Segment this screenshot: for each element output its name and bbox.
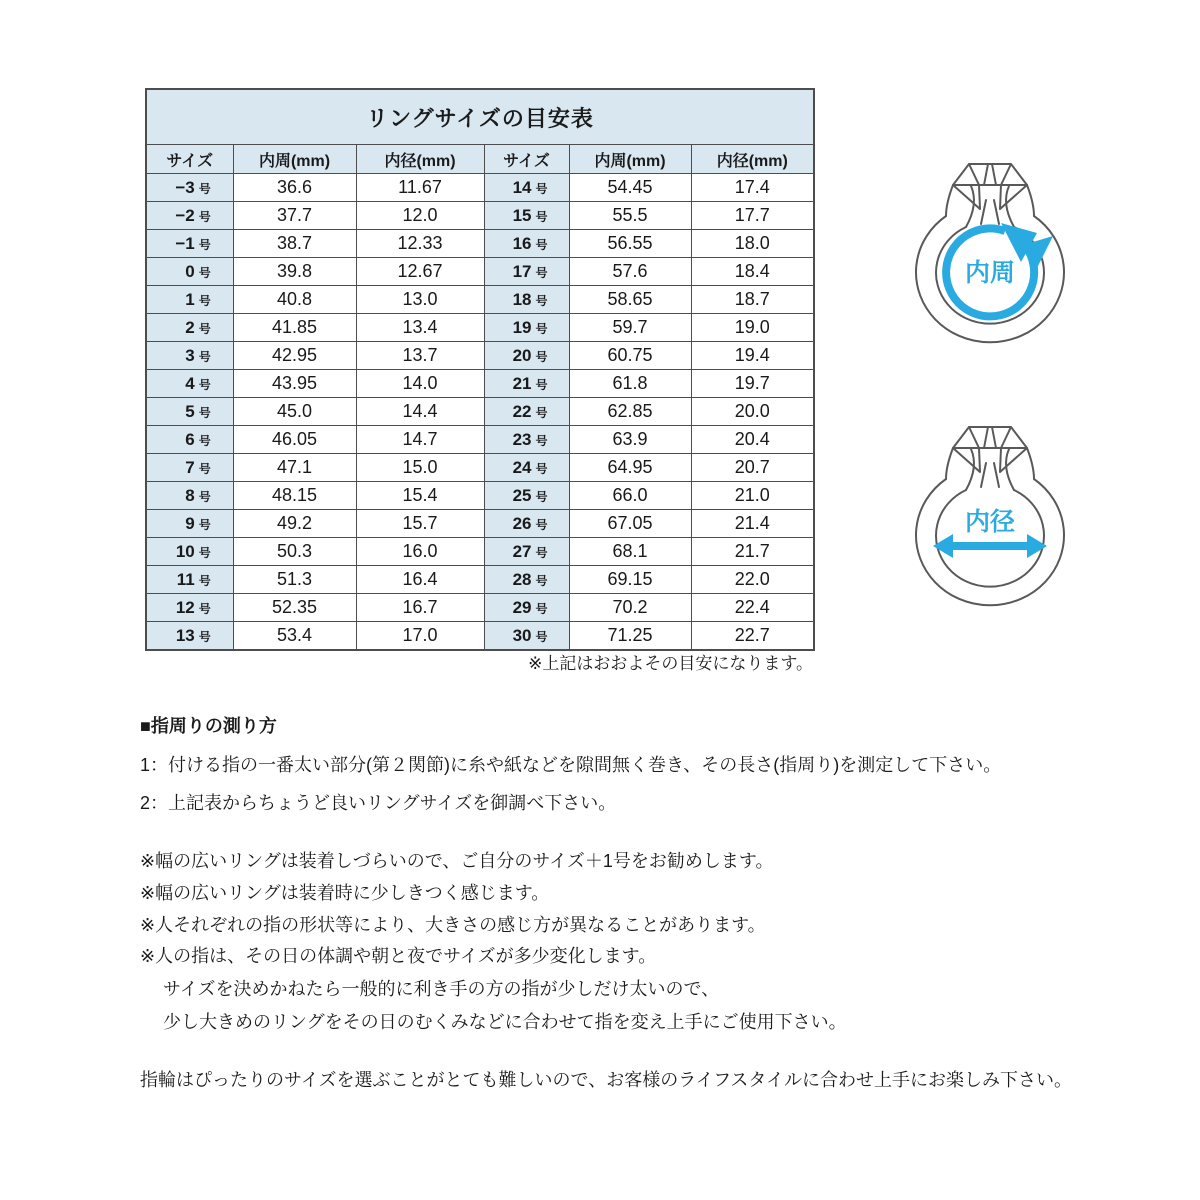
column-header-diameter-left: 内径(mm) [356,145,484,174]
size-cell: −2 号 [146,202,233,230]
diameter-cell: 16.0 [356,538,484,566]
diameter-cell: 20.0 [691,398,814,426]
diameter-cell: 17.0 [356,622,484,651]
circumference-cell: 60.75 [569,342,691,370]
circumference-cell: 63.9 [569,426,691,454]
circumference-cell: 36.6 [233,174,356,202]
circumference-cell: 50.3 [233,538,356,566]
diameter-cell: 19.4 [691,342,814,370]
diameter-cell: 11.67 [356,174,484,202]
diameter-cell: 22.0 [691,566,814,594]
size-cell: 1 号 [146,286,233,314]
table-row [146,482,814,510]
size-cell: 21 号 [484,370,569,398]
circumference-cell: 39.8 [233,258,356,286]
circumference-cell: 62.85 [569,398,691,426]
column-header-circumference-right: 内周(mm) [569,145,691,174]
size-cell: 27 号 [484,538,569,566]
circumference-cell: 49.2 [233,510,356,538]
circumference-cell: 47.1 [233,454,356,482]
size-cell: 3 号 [146,342,233,370]
diameter-cell: 14.0 [356,370,484,398]
column-header-diameter-right: 内径(mm) [691,145,814,174]
circumference-cell: 64.95 [569,454,691,482]
table-row [146,510,814,538]
diameter-cell: 12.67 [356,258,484,286]
ring-circumference-diagram [907,150,1073,365]
size-cell: 22 号 [484,398,569,426]
circumference-cell: 68.1 [569,538,691,566]
column-header-size-left: サイズ [146,145,233,174]
column-header-size-right: サイズ [484,145,569,174]
circumference-cell: 59.7 [569,314,691,342]
circumference-cell: 42.95 [233,342,356,370]
table-row [146,258,814,286]
circumference-cell: 58.65 [569,286,691,314]
diameter-cell: 21.0 [691,482,814,510]
size-cell: 25 号 [484,482,569,510]
size-cell: 16 号 [484,230,569,258]
diameter-cell: 22.4 [691,594,814,622]
size-cell: −3 号 [146,174,233,202]
diameter-cell: 18.4 [691,258,814,286]
diameter-cell: 19.0 [691,314,814,342]
diameter-cell: 22.7 [691,622,814,651]
circumference-cell: 66.0 [569,482,691,510]
ring-size-table [145,88,815,651]
diameter-cell: 12.0 [356,202,484,230]
diameter-cell: 13.0 [356,286,484,314]
diameter-cell: 17.4 [691,174,814,202]
size-cell: 14 号 [484,174,569,202]
size-cell: 2 号 [146,314,233,342]
circumference-cell: 57.6 [569,258,691,286]
usage-note-1: ※幅の広いリングは装着しづらいので、ご自分のサイズ＋1号をお勧めします。 [140,851,774,871]
diamond-icon [953,164,1027,209]
table-header-row [146,145,814,174]
column-header-circumference-left: 内周(mm) [233,145,356,174]
usage-note-indent-2: 少し大きめのリングをその日のむくみなどに合わせて指を変え上手にご使用下さい。 [163,1012,847,1032]
diameter-cell: 14.4 [356,398,484,426]
size-cell: 23 号 [484,426,569,454]
circumference-cell: 52.35 [233,594,356,622]
size-cell: 13 号 [146,622,233,651]
table-title-row [146,89,814,145]
table-row [146,342,814,370]
diameter-cell: 18.0 [691,230,814,258]
table-row [146,286,814,314]
diameter-cell: 20.7 [691,454,814,482]
circumference-cell: 41.85 [233,314,356,342]
ring-size-table-wrap [145,88,815,651]
diameter-cell: 20.4 [691,426,814,454]
diameter-cell: 13.4 [356,314,484,342]
circumference-cell: 45.0 [233,398,356,426]
table-row [146,622,814,651]
measuring-step-1: 1：付ける指の一番太い部分(第２関節)に糸や紙などを隙間無く巻き、その長さ(指周り)を測定して下さい。 [140,755,1002,775]
ring-size-table-body [146,174,814,651]
size-cell: 9 号 [146,510,233,538]
table-row [146,538,814,566]
size-cell: 24 号 [484,454,569,482]
size-cell: −1 号 [146,230,233,258]
size-cell: 7 号 [146,454,233,482]
diameter-arrow [933,534,1047,558]
table-row [146,230,814,258]
circumference-cell: 51.3 [233,566,356,594]
inner-diameter-label: 内径 [964,508,1016,536]
table-row [146,202,814,230]
table-row [146,314,814,342]
usage-note-indent-1: サイズを決めかねたら一般的に利き手の方の指が少しだけ太いので、 [163,979,720,999]
diameter-cell: 21.4 [691,510,814,538]
measuring-heading: ■指周りの測り方 [140,716,277,736]
circumference-cell: 43.95 [233,370,356,398]
table-row [146,398,814,426]
diameter-cell: 14.7 [356,426,484,454]
circumference-cell: 70.2 [569,594,691,622]
circumference-cell: 67.05 [569,510,691,538]
diameter-cell: 15.7 [356,510,484,538]
size-cell: 0 号 [146,258,233,286]
circumference-cell: 40.8 [233,286,356,314]
measuring-step-2: 2：上記表からちょうど良いリングサイズを御調べ下さい。 [140,793,617,813]
size-cell: 10 号 [146,538,233,566]
diameter-cell: 19.7 [691,370,814,398]
diameter-cell: 18.7 [691,286,814,314]
size-cell: 26 号 [484,510,569,538]
size-cell: 12 号 [146,594,233,622]
size-cell: 18 号 [484,286,569,314]
diameter-cell: 21.7 [691,538,814,566]
circumference-cell: 56.55 [569,230,691,258]
table-row [146,594,814,622]
diameter-cell: 12.33 [356,230,484,258]
size-cell: 30 号 [484,622,569,651]
circumference-cell: 53.4 [233,622,356,651]
circumference-cell: 37.7 [233,202,356,230]
size-cell: 15 号 [484,202,569,230]
usage-note-3: ※人それぞれの指の形状等により、大きさの感じ方が異なることがあります。 [140,915,766,935]
circumference-cell: 69.15 [569,566,691,594]
size-cell: 28 号 [484,566,569,594]
table-note: ※上記はおおよその目安になります。 [528,654,813,673]
circumference-cell: 71.25 [569,622,691,651]
table-row [146,454,814,482]
closing-note: 指輪はぴったりのサイズを選ぶことがとても難しいので、お客様のライフスタイルに合わせ上手にお楽しみ下さい。 [140,1070,1073,1090]
diameter-cell: 16.7 [356,594,484,622]
table-row [146,426,814,454]
size-cell: 11 号 [146,566,233,594]
table-title: リングサイズの目安表 [146,89,814,145]
size-cell: 19 号 [484,314,569,342]
size-cell: 20 号 [484,342,569,370]
size-cell: 17 号 [484,258,569,286]
size-cell: 29 号 [484,594,569,622]
circumference-cell: 48.15 [233,482,356,510]
usage-note-2: ※幅の広いリングは装着時に少しきつく感じます。 [140,883,550,903]
size-cell: 5 号 [146,398,233,426]
size-cell: 4 号 [146,370,233,398]
diameter-cell: 13.7 [356,342,484,370]
table-row [146,174,814,202]
diameter-cell: 17.7 [691,202,814,230]
circumference-cell: 54.45 [569,174,691,202]
diameter-cell: 16.4 [356,566,484,594]
table-row [146,566,814,594]
diameter-cell: 15.4 [356,482,484,510]
inner-circumference-label: 内周 [964,259,1016,287]
circumference-cell: 46.05 [233,426,356,454]
usage-note-4: ※人の指は、その日の体調や朝と夜でサイズが多少変化します。 [140,946,657,966]
table-row [146,370,814,398]
size-cell: 8 号 [146,482,233,510]
circumference-cell: 38.7 [233,230,356,258]
diameter-cell: 15.0 [356,454,484,482]
diamond-icon [953,427,1027,472]
size-cell: 6 号 [146,426,233,454]
circumference-cell: 61.8 [569,370,691,398]
circumference-cell: 55.5 [569,202,691,230]
ring-diameter-diagram [907,413,1073,628]
